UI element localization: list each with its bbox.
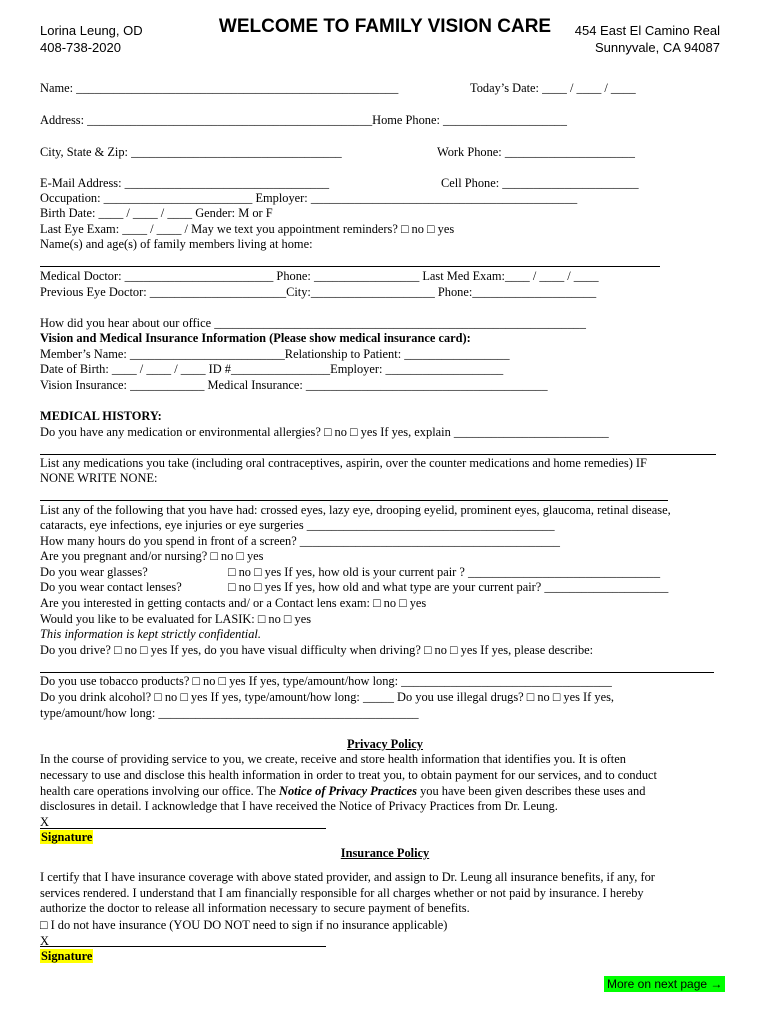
- screen-time-question[interactable]: How many hours do you spend in front of a screen? __________________________________________: [40, 534, 561, 548]
- lasik-question[interactable]: Would you like to be evaluated for LASIK: □ no □ yes: [40, 612, 312, 626]
- drive-question[interactable]: Do you drive? □ no □ yes If yes, do you have visual difficulty when driving? □ no □ yes If yes, please describe:: [40, 643, 594, 657]
- privacy-policy-heading: Privacy Policy: [346, 737, 424, 751]
- conditions-question-2[interactable]: cataracts, eye infections, eye injuries or eye surgeries ________________________________________: [40, 518, 555, 532]
- insurance-text-3: authorize the doctor to release all information necessary to secure payment of benefits.: [40, 901, 470, 915]
- name-field[interactable]: Name: ____________________________________________________: [40, 81, 399, 95]
- insurance-x-mark: X: [40, 934, 49, 948]
- drive-line[interactable]: [40, 672, 714, 673]
- privacy-text-3c: you have been given describes these uses and: [416, 784, 646, 798]
- privacy-signature-highlight: Signature: [41, 830, 93, 844]
- no-insurance-checkbox[interactable]: □ I do not have insurance (YOU DO NOT need to sign if no insurance applicable): [40, 918, 448, 932]
- contacts-question: Do you wear contact lenses?: [40, 580, 182, 594]
- family-members-label: Name(s) and age(s) of family members living at home:: [40, 237, 313, 251]
- drugs-continued[interactable]: type/amount/how long: __________________________________________: [40, 706, 419, 720]
- privacy-signature-line[interactable]: [40, 828, 326, 829]
- occupation-field[interactable]: Occupation: ________________________ Employer: ___________________________________________: [40, 191, 578, 205]
- last-eye-exam-field[interactable]: Last Eye Exam: ____ / ____ / May we text you appointment reminders? □ no □ yes: [40, 222, 455, 236]
- family-members-line[interactable]: [40, 266, 660, 267]
- medications-question-2: NONE WRITE NONE:: [40, 471, 158, 485]
- medications-line[interactable]: [40, 500, 668, 501]
- form-title: WELCOME TO FAMILY VISION CARE: [218, 16, 552, 37]
- glasses-question: Do you wear glasses?: [40, 565, 148, 579]
- tobacco-question[interactable]: Do you use tobacco products? □ no □ yes If yes, type/amount/how long: __________________________________: [40, 674, 612, 688]
- contacts-answer[interactable]: □ no □ yes If yes, how old and what type are your current pair? ____________________: [228, 580, 669, 594]
- privacy-text-2: necessary to use and disclose this health information in order to treat you, to obtain payment for our services, and to conduct: [40, 768, 657, 782]
- previous-eye-doctor-field[interactable]: Previous Eye Doctor: ______________________City:____________________ Phone:____________________: [40, 285, 597, 299]
- privacy-text-3: [40, 784, 645, 799]
- email-field[interactable]: E-Mail Address: _________________________________: [40, 176, 330, 190]
- birth-date-field[interactable]: Birth Date: ____ / ____ / ____ Gender: M or F: [40, 206, 273, 220]
- pregnant-question[interactable]: Are you pregnant and/or nursing? □ no □ yes: [40, 549, 264, 563]
- privacy-text-1: In the course of providing service to you, we create, receive and store health information that identifies you. It is often: [40, 752, 626, 766]
- insurance-info-heading: Vision and Medical Insurance Information (Please show medical insurance card):: [40, 331, 471, 345]
- privacy-text-4: disclosures in detail. I acknowledge that I have received the Notice of Privacy Practices from Dr. Leung.: [40, 799, 558, 813]
- address-line-2: Sunnyvale, CA 94087: [594, 40, 720, 55]
- allergies-question[interactable]: Do you have any medication or environmental allergies? □ no □ yes If yes, explain _________________________: [40, 425, 609, 439]
- insurance-signature-highlight: Signature: [41, 949, 93, 963]
- glasses-answer[interactable]: □ no □ yes If yes, how old is your current pair ? _______________________________: [228, 565, 661, 579]
- referral-field[interactable]: How did you hear about our office ____________________________________________________________: [40, 316, 586, 330]
- address-field[interactable]: Address: ______________________________________________Home Phone: ____________________: [40, 113, 567, 127]
- address-line-1: 454 East El Camino Real: [574, 23, 720, 38]
- vision-insurance-field[interactable]: Vision Insurance: ____________ Medical Insurance: _______________________________________: [40, 378, 548, 392]
- doctor-phone: 408-738-2020: [40, 40, 121, 55]
- insurance-signature-label: [40, 949, 93, 964]
- medical-history-heading: MEDICAL HISTORY:: [40, 409, 162, 423]
- city-state-zip-field[interactable]: City, State & Zip: __________________________________: [40, 145, 342, 159]
- member-name-field[interactable]: Member’s Name: _________________________Relationship to Patient: _________________: [40, 347, 510, 361]
- doctor-name: Lorina Leung, OD: [40, 23, 143, 38]
- privacy-text-3a: health care operations involving our office. The: [40, 784, 280, 798]
- privacy-signature-label: [40, 830, 93, 845]
- alcohol-drugs-question[interactable]: Do you drink alcohol? □ no □ yes If yes, type/amount/how long: _____ Do you use illegal drugs? □ no □ yes If yes,: [40, 690, 614, 704]
- insurance-policy-heading: Insurance Policy: [340, 846, 430, 860]
- insurance-signature-line[interactable]: [40, 946, 326, 947]
- allergies-line[interactable]: [40, 454, 716, 455]
- medical-doctor-field[interactable]: Medical Doctor: ________________________ Phone: _________________ Last Med Exam:____ / ____ / ____: [40, 269, 599, 283]
- more-on-next-page-link[interactable]: More on next page →: [604, 976, 725, 992]
- todays-date-field[interactable]: Today’s Date: ____ / ____ / ____: [470, 81, 636, 95]
- cell-phone-field[interactable]: Cell Phone: ______________________: [441, 176, 639, 190]
- member-dob-field[interactable]: Date of Birth: ____ / ____ / ____ ID #________________Employer: ___________________: [40, 362, 504, 376]
- medications-question-1: List any medications you take (including oral contraceptives, aspirin, over the counter medications and home remedies) IF: [40, 456, 647, 470]
- privacy-x-mark: X: [40, 815, 49, 829]
- contacts-interest-question[interactable]: Are you interested in getting contacts and/ or a Contact lens exam: □ no □ yes: [40, 596, 427, 610]
- work-phone-field[interactable]: Work Phone: _____________________: [437, 145, 635, 159]
- notice-of-privacy-practices: Notice of Privacy Practices: [279, 784, 417, 798]
- insurance-text-1: I certify that I have insurance coverage with above stated provider, and assign to Dr. Leung all insurance benefits, if any, for: [40, 870, 655, 884]
- office-address: [575, 22, 720, 56]
- conditions-question-1: List any of the following that you have had: crossed eyes, lazy eye, drooping eyelid, prominent eyes, glaucoma, retinal disease,: [40, 503, 671, 517]
- confidential-note: This information is kept strictly confidential.: [40, 627, 261, 641]
- insurance-text-2: services rendered. I understand that I am financially responsible for all charges whether or not paid by insurance. I hereby: [40, 886, 644, 900]
